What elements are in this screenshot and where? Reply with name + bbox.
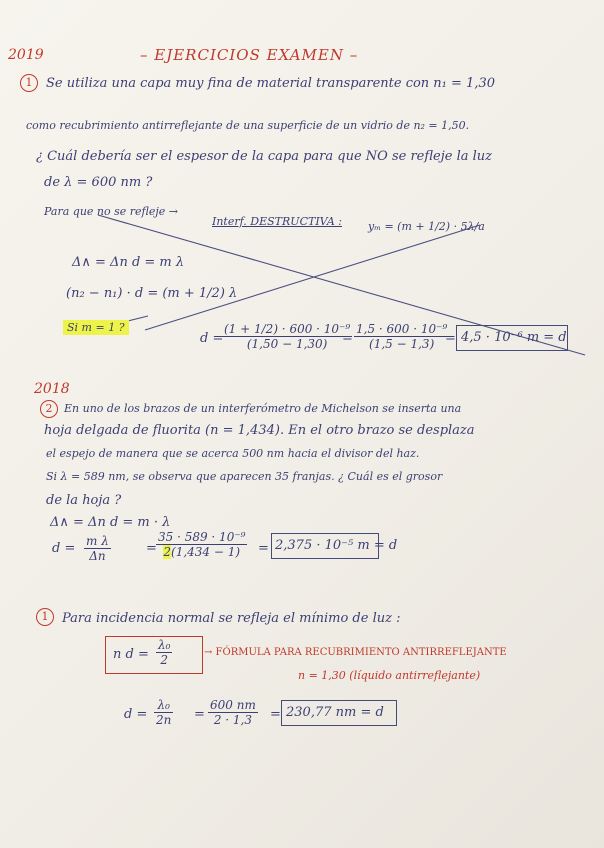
ex2-line-2: hoja delgada de fluorita (n = 1,434). En el otro brazo se desplaza bbox=[44, 423, 475, 438]
ex3-fraction-2 bbox=[208, 698, 258, 727]
ex3-formula-denominator: 2 bbox=[156, 652, 172, 667]
ex1-interf-label: Interf. DESTRUCTIVA : bbox=[212, 215, 343, 228]
ex3-red-label: → FÓRMULA PARA RECUBRIMIENTO ANTIRREFLEJANTE bbox=[204, 647, 507, 658]
ex1-fraction-2 bbox=[354, 322, 449, 351]
ex1-frac2-numerator: 1,5 · 600 · 10⁻⁹ bbox=[356, 322, 448, 336]
ex3-formula-numerator: λ₀ bbox=[158, 638, 171, 652]
ex1-result: 4,5 · 10⁻⁶ m = d bbox=[461, 330, 567, 345]
ex1-line-3: ¿ Cuál debería ser el espesor de la capa para que NO se refleje la luz bbox=[36, 149, 492, 164]
ex3-line-1: Para incidencia normal se refleja el mínimo de luz : bbox=[62, 611, 401, 626]
ex3-frac1-numerator: λ₀ bbox=[157, 698, 170, 712]
ex1-work-label: Para que no se refleje → bbox=[44, 205, 179, 218]
ex1-line-1: Se utiliza una capa muy fina de material transparente con n₁ = 1,30 bbox=[46, 76, 495, 91]
ex2-frac2-denominator: (1,434 − 1) bbox=[171, 545, 241, 559]
ex1-frac1-denominator: (1,50 − 1,30) bbox=[222, 336, 352, 351]
ex1-d-lhs: d = bbox=[200, 331, 224, 346]
ex2-line-4: Si λ = 589 nm, se observa que aparecen 35 franjas. ¿ Cuál es el grosor bbox=[46, 470, 443, 483]
year-2019: 2019 bbox=[8, 47, 44, 63]
ex2-fraction-1 bbox=[84, 534, 111, 563]
ex1-line-2: como recubrimiento antirreflejante de una superficie de un vidrio de n₂ = 1,50. bbox=[26, 119, 470, 132]
ex2-line-1: En uno de los brazos de un interferómetro de Michelson se inserta una bbox=[64, 402, 462, 415]
ex3-frac2-denominator: 2 · 1,3 bbox=[208, 712, 258, 727]
ex3-result: 230,77 nm = d bbox=[286, 705, 384, 720]
ex1-frac2-denominator: (1,5 − 1,3) bbox=[354, 336, 449, 351]
ex3-formula-fraction bbox=[156, 638, 172, 667]
ex1-eq-2: (n₂ − n₁) · d = (m + 1/2) λ bbox=[66, 286, 238, 301]
exercise-1-number: 1 bbox=[20, 74, 38, 92]
ex3-frac2-numerator: 600 nm bbox=[210, 698, 256, 712]
ex2-line-3: el espejo de manera que se acerca 500 nm hacia el divisor del haz. bbox=[46, 447, 420, 460]
notebook-page: 2019 – EJERCICIOS EXAMEN – 1 Se utiliza una capa muy fina de material transparente con n₁ = 1,30 como recubrimiento antirreflejante de una superficie de un vidrio de n₂ = 1,50. ¿ Cuál debería ser el espesor de la capa para que NO se refleje la luz de λ = 600 nm ? Para que no se refleje → Interf. DESTRUCTIVA : yₘ = (m + 1/2) · 5λ/a Δ∧ = Δn d = m λ (n₂ − n₁) · d = (m + 1/2) λ Si m = 1 ? d = $\frac{\text{(1 + 1/2) · 600 · 10⁻⁹}}{(1,50 - 1,30)}$ = $\frac{\text{1,5 · 600 · 10⁻⁹}}{(1,5 - 1,3)}$ = 4,5 · 10⁻⁶ m = d 2018 2 En uno de los brazos de un interferómetro de Michelson se inserta una hoja delgada de fluorita (n = 1,434). En el otro brazo se desplaza el espejo de manera que se acerca 500 nm hacia el divisor del haz. Si λ = 589 nm, se observa que aparecen 35 franjas. ¿ Cuál es el grosor de la hoja ? Δ∧ = Δn d = m · λ d = $\frac{\text{m λ}}{\Delta n}$ = $\frac{\text{35 · 589 · 10⁻⁹}}{2(1,434 - 1)}$ = 2,375 · 10⁻⁵ m = d 1 Para incidencia normal se refleja el mínimo de luz : n d = $\frac{\text{λ₀}}{2}$ → FÓRMULA PARA RECUBRIMIENTO ANTIRREFLEJANTE n = 1,30 (líquido antirreflejante) d = $\frac{\text{λ₀}}{2n}$ = $\frac{600 nm}{2 \cdot 1,3}$ = 230,77 nm = d bbox=[0, 0, 604, 848]
ex1-ym-formula: yₘ = (m + 1/2) · 5λ/a bbox=[368, 220, 485, 233]
page-title: – EJERCICIOS EXAMEN – bbox=[140, 46, 359, 64]
ex1-delta-eq: Δ∧ = Δn d = m λ bbox=[72, 255, 185, 270]
ex2-fraction-2 bbox=[156, 530, 247, 559]
ex2-delta-eq: Δ∧ = Δn d = m · λ bbox=[50, 515, 171, 530]
ex1-line-4: de λ = 600 nm ? bbox=[44, 175, 153, 190]
ex1-frac1-numerator: (1 + 1/2) · 600 · 10⁻⁹ bbox=[224, 322, 351, 336]
ex3-frac1-denominator: 2n bbox=[156, 713, 172, 727]
cross-line-2 bbox=[145, 225, 480, 330]
year-2018: 2018 bbox=[34, 381, 70, 397]
ex3-d-lhs: d = bbox=[124, 707, 148, 722]
ex2-frac1-numerator: m λ bbox=[86, 534, 109, 548]
ex2-frac1-denominator: Δn bbox=[84, 548, 111, 563]
ex1-fraction-1 bbox=[222, 322, 352, 351]
ex3-fraction-1 bbox=[154, 698, 173, 727]
ex3-red-sub: n = 1,30 (líquido antirreflejante) bbox=[298, 669, 481, 682]
ex2-frac2-highlight: 2 bbox=[163, 545, 172, 559]
ex2-frac2-numerator: 35 · 589 · 10⁻⁹ bbox=[158, 530, 246, 544]
ex2-d-lhs: d = bbox=[52, 541, 76, 556]
exercise-2-number: 2 bbox=[40, 400, 58, 418]
ex1-highlight-note: Si m = 1 ? bbox=[63, 320, 129, 335]
ex2-frac2-denominator-wrap bbox=[156, 544, 247, 559]
ex3-formula-lhs: n d = bbox=[113, 647, 149, 662]
ex2-result: 2,375 · 10⁻⁵ m = d bbox=[275, 538, 398, 553]
ex2-line-5: de la hoja ? bbox=[46, 493, 122, 508]
exercise-3-number: 1 bbox=[36, 608, 54, 626]
